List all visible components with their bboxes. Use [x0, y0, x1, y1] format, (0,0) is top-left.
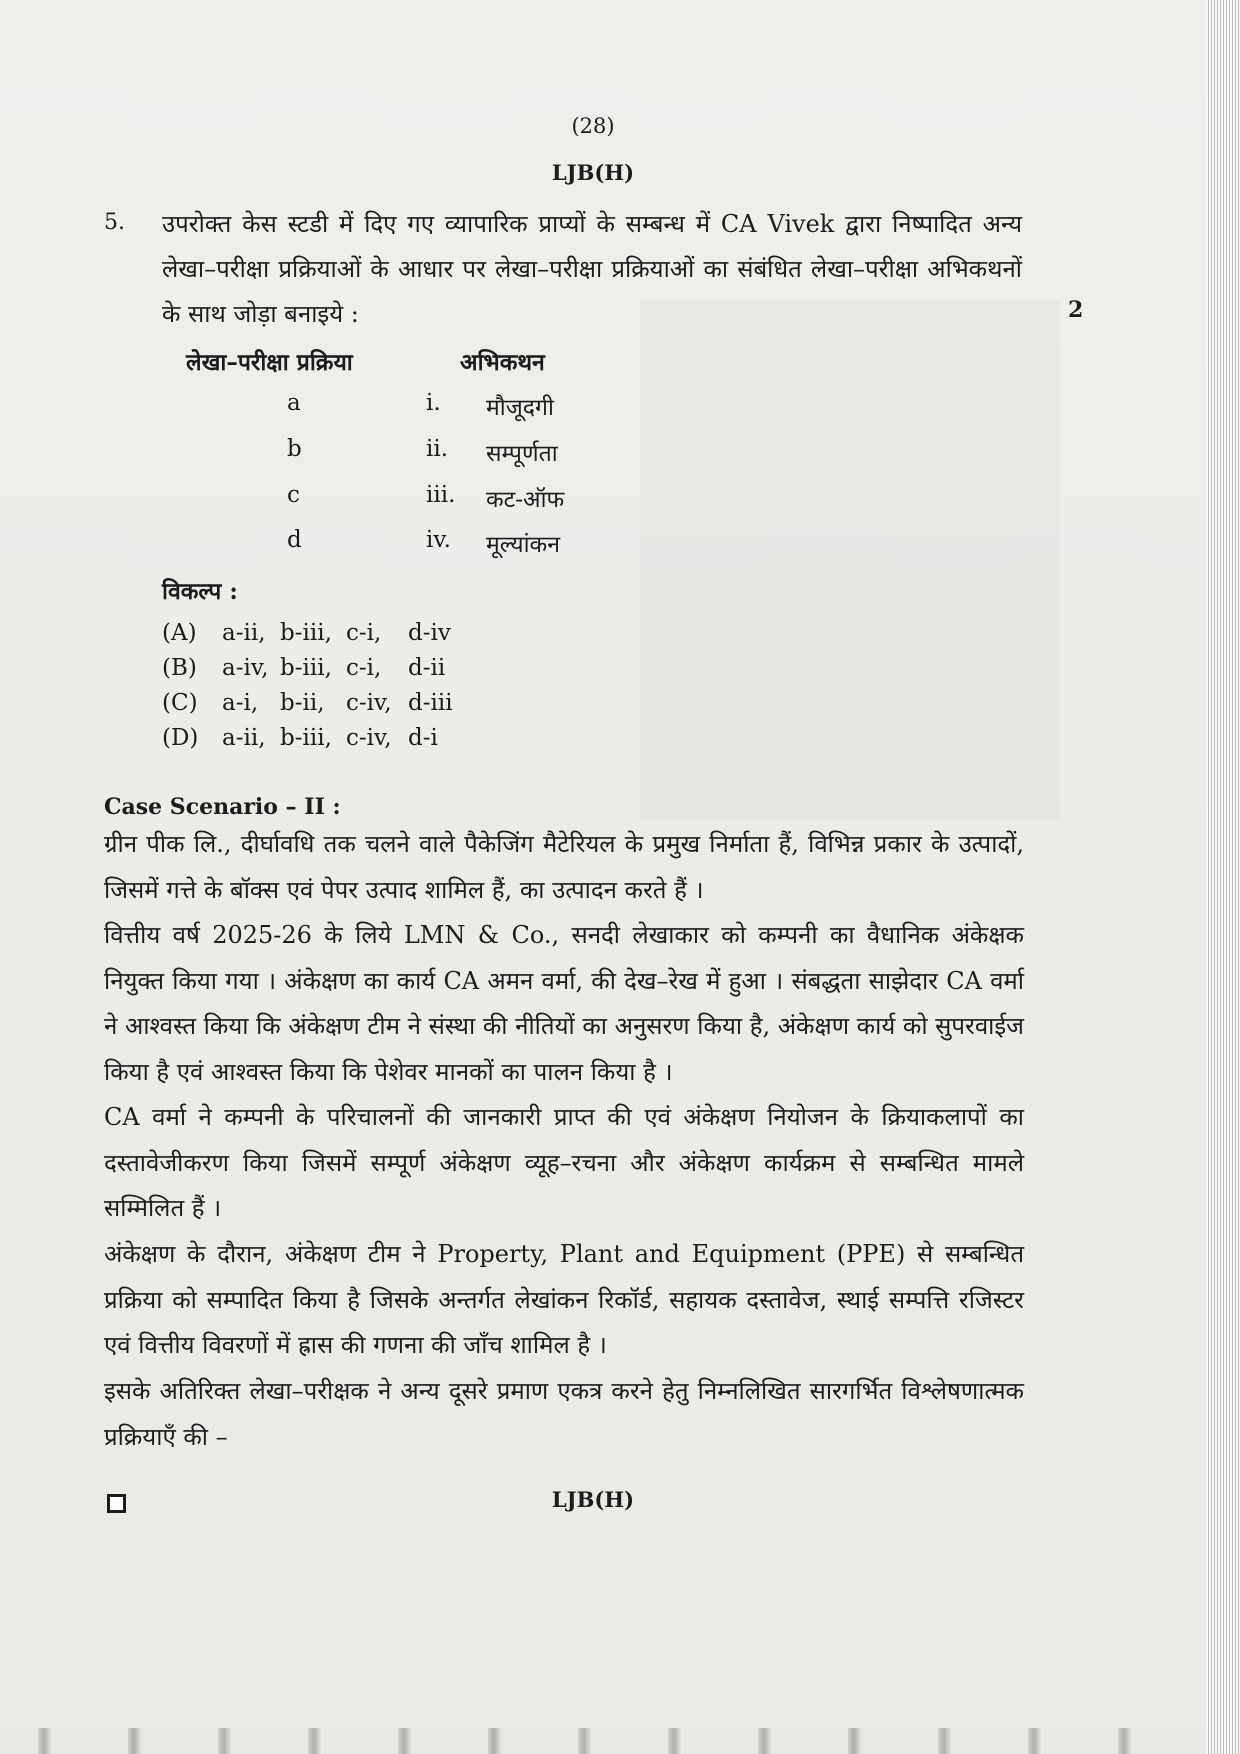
- assertion-text: सम्पूर्णता: [486, 441, 558, 467]
- procedure-letter: a: [287, 390, 301, 416]
- option-pair: d-i: [408, 725, 438, 751]
- scanner-edge-strip: [1206, 0, 1240, 1754]
- match-row: [0, 390, 1186, 430]
- assertion-text: कट-ऑफ: [486, 487, 565, 513]
- option-pair: a-i,: [222, 690, 259, 716]
- question-marks: 2: [1068, 297, 1084, 323]
- assertion-numeral: iii.: [426, 482, 456, 508]
- option-label: (C): [162, 690, 198, 716]
- match-row: [0, 527, 1186, 567]
- option-pair: c-i,: [346, 655, 382, 681]
- assertion-text: मौजूदगी: [486, 395, 554, 421]
- option-pair: d-iv: [408, 620, 451, 646]
- option-pair: c-iv,: [346, 690, 392, 716]
- assertion-numeral: ii.: [426, 436, 449, 462]
- options-heading: विकल्प :: [162, 578, 238, 605]
- question-text: उपरोक्त केस स्टडी में दिए गए व्यापारिक प्राप्यों के सम्बन्ध में CA Vivek द्वारा निष्पादित अन्य लेखा–परीक्षा प्रक्रियाओं के आधार पर लेखा–परीक्षा प्रक्रियाओं का संबंधित लेखा–परीक्षा अभिकथनों के साथ जोड़ा बनाइये :: [162, 210, 1022, 328]
- paper-code-header: LJB(H): [551, 160, 635, 185]
- assertion-column-heading: अभिकथन: [460, 349, 545, 376]
- option-pair: c-iv,: [346, 725, 392, 751]
- assertion-numeral: i.: [426, 390, 441, 416]
- procedure-column-heading: लेखा–परीक्षा प्रक्रिया: [186, 349, 353, 376]
- option-pair: b-ii,: [280, 690, 325, 716]
- match-row: [0, 436, 1186, 476]
- procedure-letter: d: [287, 527, 302, 553]
- case-paragraph: इसके अतिरिक्त लेखा–परीक्षक ने अन्य दूसरे प्रमाण एकत्र करने हेतु निम्नलिखित सारगर्भित विश्लेषणात्मक प्रक्रियाएँ की –: [104, 1377, 1024, 1451]
- question-number: 5.: [104, 210, 125, 235]
- case-paragraph: अंकेक्षण के दौरान, अंकेक्षण टीम ने Property, Plant and Equipment (PPE) से सम्बन्धित प्रक्रिया को सम्पादित किया है जिसके अन्तर्गत लेखांकन रिकॉर्ड, सहायक दस्तावेज, स्थाई सम्पत्ति रजिस्टर एवं वित्तीय विवरणों में ह्रास की गणना की जाँच शामिल है ।: [104, 1240, 1024, 1359]
- paper-code-footer: LJB(H): [551, 1487, 635, 1512]
- option-label: (B): [162, 655, 197, 681]
- option-pair: b-iii,: [280, 655, 332, 681]
- option-pair: d-iii: [408, 690, 453, 716]
- option-pair: b-iii,: [280, 725, 332, 751]
- option-label: (D): [162, 725, 199, 751]
- procedure-letter: b: [287, 436, 302, 462]
- option-pair: a-ii,: [222, 725, 266, 751]
- case-paragraph: CA वर्मा ने कम्पनी के परिचालनों की जानकारी प्राप्त की एवं अंकेक्षण नियोजन के क्रियाकलापों का दस्तावेजीकरण किया जिसमें सम्पूर्ण अंकेक्षण व्यूह–रचना और अंकेक्षण कार्यक्रम से सम्बन्धित मामले सम्मिलित हैं ।: [104, 1103, 1024, 1222]
- page-number: (28): [571, 114, 615, 138]
- option-pair: d-ii: [408, 655, 446, 681]
- assertion-numeral: iv.: [426, 527, 451, 553]
- match-row: [0, 482, 1186, 522]
- option-label: (A): [162, 620, 197, 646]
- assertion-text: मूल्यांकन: [486, 532, 560, 558]
- procedure-letter: c: [287, 482, 300, 508]
- binding-edge-marks: [0, 1728, 1206, 1754]
- option-pair: a-ii,: [222, 620, 266, 646]
- option-pair: a-iv,: [222, 655, 269, 681]
- option-pair: c-i,: [346, 620, 382, 646]
- case-paragraph: ग्रीन पीक लि., दीर्घावधि तक चलने वाले पैकेजिंग मैटेरियल के प्रमुख निर्माता हैं, विभिन्न प्रकार के उत्पादों, जिसमें गत्ते के बॉक्स एवं पेपर उत्पाद शामिल हैं, का उत्पादन करते हैं ।: [104, 830, 1024, 904]
- case-scenario-heading: Case Scenario – II :: [104, 794, 341, 820]
- case-paragraph: वित्तीय वर्ष 2025-26 के लिये LMN & Co., सनदी लेखाकार को कम्पनी का वैधानिक अंकेक्षक नियुक्त किया गया । अंकेक्षण का कार्य CA अमन वर्मा, की देख–रेख में हुआ । संबद्धता साझेदार CA वर्मा ने आश्वस्त किया कि अंकेक्षण टीम ने संस्था की नीतियों का अनुसरण किया है, अंकेक्षण कार्य को सुपरवाईज किया है एवं आश्वस्त किया कि पेशेवर मानकों का पालन किया है ।: [104, 921, 1024, 1086]
- option-pair: b-iii,: [280, 620, 332, 646]
